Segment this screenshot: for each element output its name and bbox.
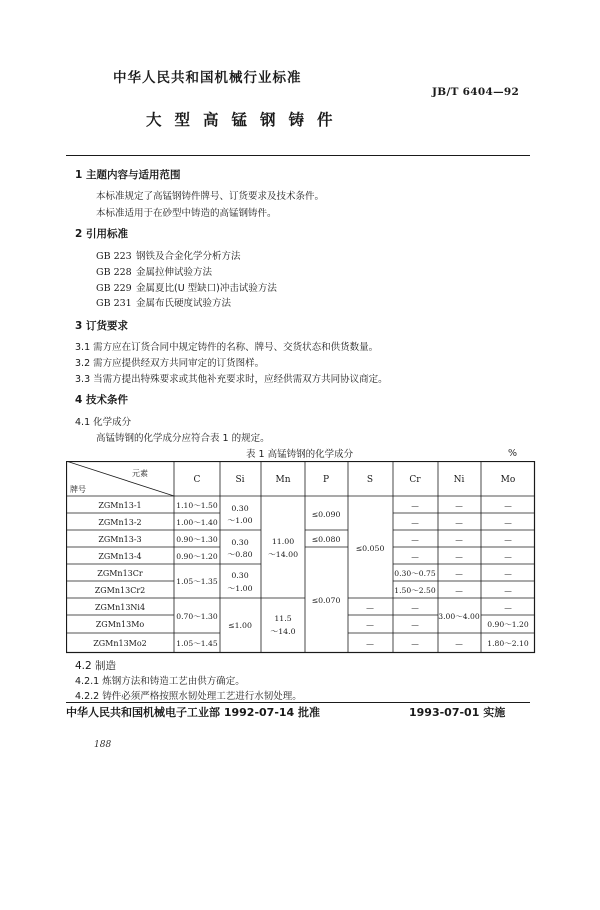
dash: —	[455, 639, 463, 648]
col-header-p: P	[322, 475, 330, 485]
reference-item: GB 228 金属拉伸试验方法	[96, 267, 213, 278]
grade-name: ZGMn13-4	[98, 552, 142, 561]
si-value: ～1.00	[227, 516, 253, 525]
dash: —	[411, 518, 419, 527]
composition-table	[66, 461, 536, 654]
reference-item: GB 231 金属布氏硬度试验方法	[96, 298, 232, 309]
clause-3-1: 3.1 需方应在订货合同中规定铸件的名称、牌号、交货状态和供货数量。	[75, 342, 379, 353]
p-value: ≤0.070	[311, 596, 341, 605]
si-value: ～0.80	[227, 550, 253, 559]
dash: —	[366, 639, 374, 648]
dash: —	[411, 552, 419, 561]
section-3-heading: 3 订货要求	[75, 320, 128, 332]
dash: —	[455, 518, 463, 527]
clause-4-2-1: 4.2.1 炼钢方法和铸造工艺由供方确定。	[75, 676, 245, 687]
document-title: 大型高锰钢铸件	[146, 111, 346, 129]
grade-name: ZGMn13Mo	[95, 620, 145, 629]
dash: —	[455, 535, 463, 544]
grade-name: ZGMn13Cr	[97, 569, 143, 578]
dash: —	[455, 501, 463, 510]
section-2-heading: 2 引用标准	[75, 228, 128, 240]
cr-value: 1.50～2.50	[394, 586, 436, 595]
table-caption: 表 1 高锰铸钢的化学成分	[246, 449, 354, 460]
page-number: 188	[94, 740, 112, 750]
dash: —	[366, 603, 374, 612]
mn-value: 11.5	[274, 614, 292, 623]
mn-value: ～14.00	[267, 550, 299, 559]
ni-value: 3.00～4.00	[438, 612, 480, 621]
p-value: ≤0.090	[311, 510, 341, 519]
dash: —	[455, 586, 463, 595]
clause-4-2: 4.2 制造	[75, 660, 117, 672]
col-header-ni: Ni	[453, 475, 465, 485]
dash: —	[411, 620, 419, 629]
p-value: ≤0.080	[311, 535, 341, 544]
grade-name: ZGMn13-2	[98, 518, 142, 527]
section-4-heading: 4 技术条件	[75, 394, 128, 406]
mn-value: ～14.0	[270, 627, 296, 636]
corner-bottom-label: 牌号	[70, 485, 86, 494]
standard-code: JB/T 6404—92	[432, 86, 520, 98]
mo-value: 1.80～2.10	[487, 639, 529, 648]
s-value: ≤0.050	[355, 544, 385, 553]
c-value: 1.10～1.50	[176, 501, 218, 510]
c-value: 1.05～1.45	[176, 639, 218, 648]
mn-value: 11.00	[271, 537, 295, 546]
cr-value: 0.30～0.75	[394, 569, 436, 578]
dash: —	[455, 569, 463, 578]
section-1-paragraph-1: 本标准规定了高锰钢铸件牌号、订货要求及技术条件。	[96, 191, 325, 202]
grade-name: ZGMn13Cr2	[94, 586, 146, 595]
dash: —	[504, 569, 512, 578]
footer-rule	[66, 702, 530, 703]
dash: —	[411, 639, 419, 648]
dash: —	[366, 620, 374, 629]
si-value: 0.30	[231, 504, 249, 513]
col-header-cr: Cr	[409, 475, 421, 485]
col-header-s: S	[366, 475, 374, 485]
col-header-mo: Mo	[500, 475, 516, 485]
si-value: ≤1.00	[228, 621, 252, 630]
implementation-date: 1993-07-01 实施	[409, 706, 506, 719]
clause-3-3: 3.3 当需方提出特殊要求或其他补充要求时，应经供需双方共同协议商定。	[75, 374, 388, 385]
c-value: 1.05～1.35	[176, 577, 218, 586]
dash: —	[504, 603, 512, 612]
dash: —	[504, 535, 512, 544]
dash: —	[411, 603, 419, 612]
dash: —	[411, 501, 419, 510]
approval-line: 中华人民共和国机械电子工业部 1992-07-14 批准	[66, 706, 321, 719]
si-value: ～1.00	[227, 584, 253, 593]
si-value: 0.30	[231, 538, 249, 547]
c-value: 1.00～1.40	[176, 518, 218, 527]
col-header-si: Si	[235, 475, 245, 485]
col-header-c: C	[193, 475, 201, 485]
mo-value: 0.90～1.20	[487, 620, 529, 629]
header-rule	[66, 155, 530, 156]
c-value: 0.70～1.30	[176, 612, 218, 621]
issuing-organization: 中华人民共和国机械行业标准	[113, 70, 302, 86]
dash: —	[411, 535, 419, 544]
grade-name: ZGMn13Mo2	[93, 639, 147, 648]
grade-name: ZGMn13Ni4	[94, 603, 146, 612]
grade-name: ZGMn13-1	[98, 501, 142, 510]
section-1-paragraph-2: 本标准适用于在砂型中铸造的高锰钢铸件。	[96, 208, 277, 219]
section-1-heading: 1 主题内容与适用范围	[75, 169, 181, 181]
clause-4-2-2: 4.2.2 铸件必须严格按照水韧处理工艺进行水韧处理。	[75, 691, 302, 702]
dash: —	[504, 518, 512, 527]
si-value: 0.30	[231, 571, 249, 580]
c-value: 0.90～1.30	[176, 535, 218, 544]
dash: —	[455, 552, 463, 561]
dash: —	[504, 552, 512, 561]
col-header-mn: Mn	[275, 475, 291, 485]
corner-top-label: 元素	[132, 469, 148, 478]
reference-item: GB 229 金属夏比(U 型缺口)冲击试验方法	[96, 283, 277, 294]
clause-4-1: 4.1 化学成分	[75, 417, 132, 428]
dash: —	[504, 586, 512, 595]
reference-item: GB 223 钢铁及合金化学分析方法	[96, 251, 241, 262]
dash: —	[504, 501, 512, 510]
grade-name: ZGMn13-3	[98, 535, 142, 544]
clause-3-2: 3.2 需方应提供经双方共同审定的订货图样。	[75, 358, 265, 369]
c-value: 0.90～1.20	[176, 552, 218, 561]
clause-4-1-text: 高锰铸钢的化学成分应符合表 1 的规定。	[96, 433, 270, 444]
table-unit: %	[508, 448, 518, 459]
